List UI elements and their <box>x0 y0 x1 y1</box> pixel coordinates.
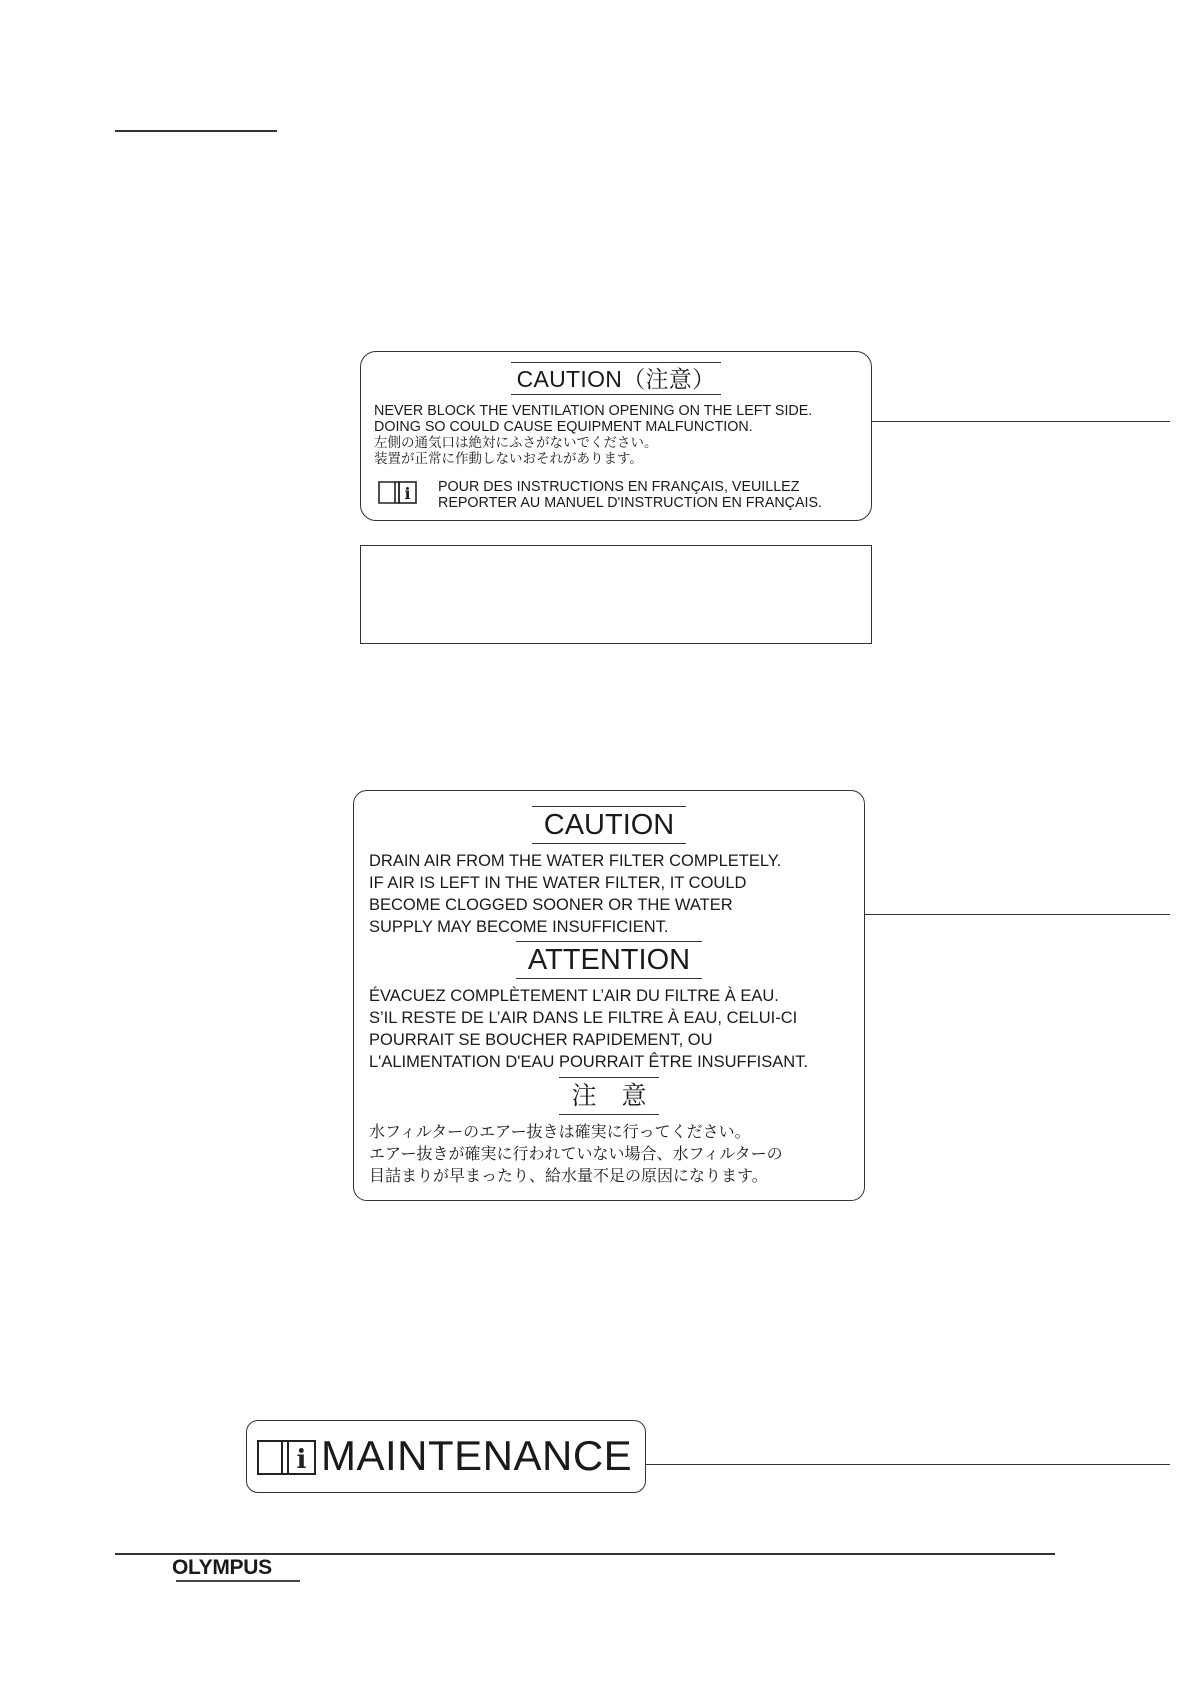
caution-line-3: BECOME CLOGGED SOONER OR THE WATER <box>369 896 733 914</box>
svg-text:i: i <box>404 484 411 503</box>
logo-underline <box>176 1580 300 1582</box>
olympus-logo: OLYMPUS <box>172 1556 272 1579</box>
label-line-fr-2: REPORTER AU MANUEL D'INSTRUCTION EN FRANÇAIS. <box>438 495 823 511</box>
manual-info-icon <box>255 1437 319 1477</box>
label-line-en-2: DOING SO COULD CAUSE EQUIPMENT MALFUNCTION. <box>374 419 753 435</box>
attention-line-1: ÉVACUEZ COMPLÈTEMENT L’AIR DU FILTRE À EAU. <box>369 987 779 1005</box>
ventilation-caution-label <box>360 351 872 521</box>
svg-text:i: i <box>296 1445 307 1475</box>
leader-line-3 <box>646 1464 1170 1465</box>
caution-line-2: IF AIR IS LEFT IN THE WATER FILTER, IT COULD <box>369 874 747 892</box>
caution-line-4: SUPPLY MAY BECOME INSUFFICIENT. <box>369 918 669 936</box>
blank-label-box <box>360 545 872 644</box>
manual-info-icon <box>377 479 419 505</box>
attention-line-3: POURRAIT SE BOUCHER RAPIDEMENT, OU <box>369 1031 713 1049</box>
label-line-ja-1: 左側の通気口は絶対にふさがないでください。 <box>374 435 658 451</box>
water-filter-caution-label <box>353 790 865 1201</box>
label-title: CAUTION（注意） <box>361 362 871 395</box>
maintenance-title: MAINTENANCE <box>321 1432 633 1479</box>
caution-line-1: DRAIN AIR FROM THE WATER FILTER COMPLETELY. <box>369 852 782 870</box>
japanese-title: 注 意 <box>354 1077 864 1115</box>
caution-title: CAUTION <box>354 806 864 844</box>
japanese-line-1: 水フィルターのエアー抜きは確実に行ってください。 <box>369 1122 751 1141</box>
attention-line-4: L'ALIMENTATION D'EAU POURRAIT ÊTRE INSUFFISANT. <box>369 1053 809 1071</box>
attention-line-2: S’IL RESTE DE L’AIR DANS LE FILTRE À EAU, CELUI-CI <box>369 1009 798 1027</box>
header-rule <box>115 130 277 132</box>
label-line-ja-2: 装置が正常に作動しないおそれがあります。 <box>374 451 643 467</box>
japanese-line-3: 目詰まりが早まったり、給水量不足の原因になります。 <box>369 1166 768 1185</box>
footer-rule <box>115 1553 1055 1555</box>
label-line-en-1: NEVER BLOCK THE VENTILATION OPENING ON THE LEFT SIDE. <box>374 403 813 419</box>
attention-title: ATTENTION <box>354 941 864 979</box>
leader-line-1 <box>872 421 1170 422</box>
label-line-fr-1: POUR DES INSTRUCTIONS EN FRANÇAIS, VEUILLEZ <box>438 479 800 495</box>
japanese-line-2: エアー抜きが確実に行われていない場合、水フィルターの <box>369 1144 783 1163</box>
maintenance-section-header <box>246 1420 646 1493</box>
leader-line-2 <box>865 914 1170 915</box>
